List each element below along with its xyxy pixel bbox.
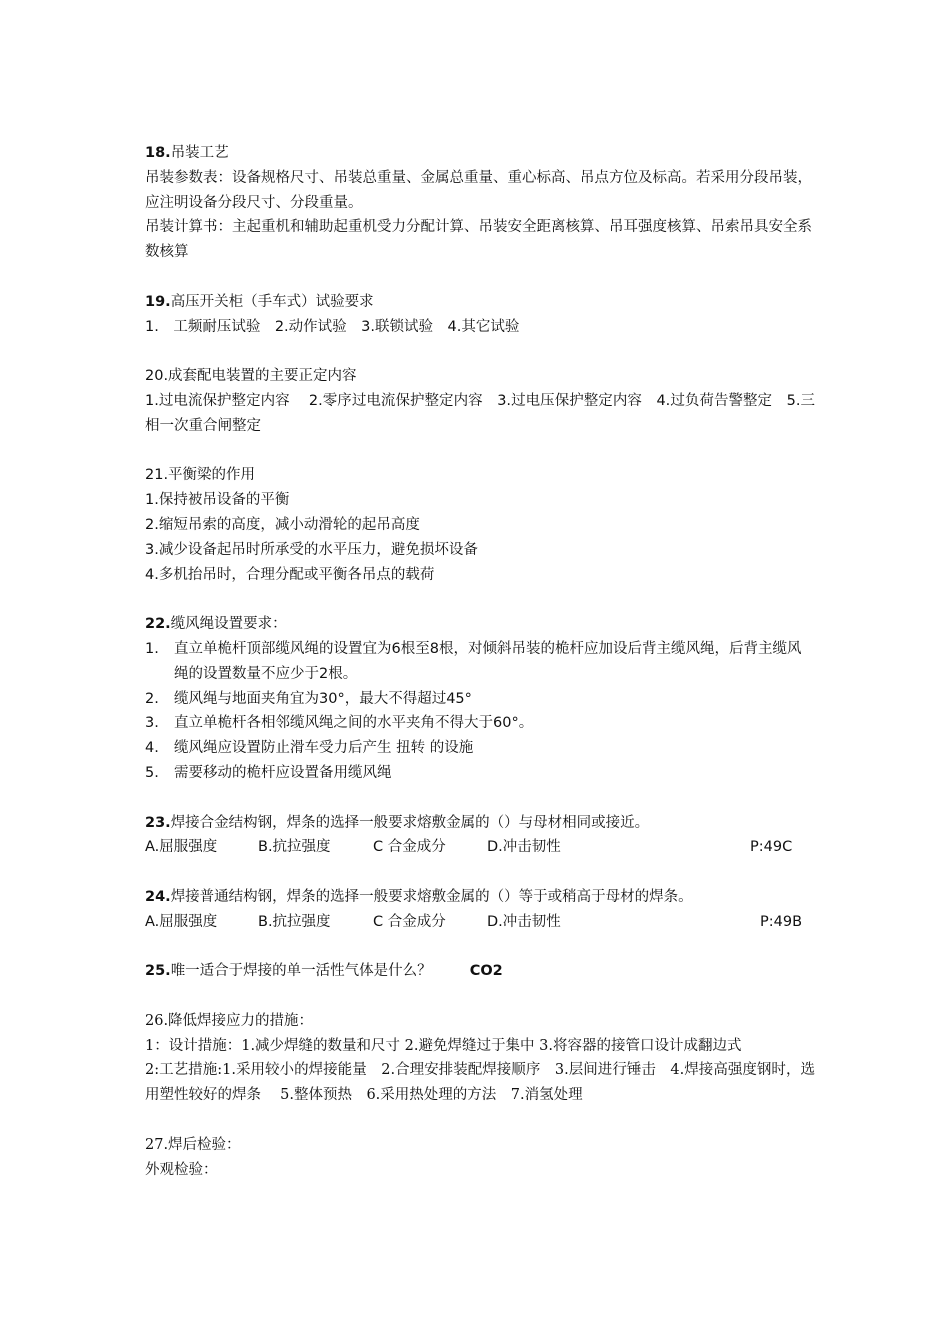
q24-options	[145, 910, 815, 935]
q26-heading: 26.降低焊接应力的措施：	[145, 1012, 314, 1029]
spacer	[145, 265, 815, 290]
q25-answer: CO2	[469, 963, 503, 980]
q19-number: 19.	[145, 293, 171, 310]
q22-item-text: 缆风绳与地面夹角宜为30°，最大不得超过45°	[174, 690, 472, 707]
q22-list-item	[145, 637, 815, 687]
q23-options	[145, 835, 815, 860]
document-content	[145, 141, 815, 1182]
q21-item: 3.减少设备起吊时所承受的水平压力，避免损坏设备	[145, 541, 478, 558]
q24-option-a: A.屈服强度	[145, 913, 218, 930]
q21-item: 4.多机抬吊时，合理分配或平衡各吊点的载荷	[145, 566, 435, 583]
q23-question-line	[145, 811, 815, 836]
q23-question: 焊接合金结构钢，焊条的选择一般要求熔敷金属的（）与母材相同或接近。	[170, 814, 650, 831]
q22-list-item	[145, 761, 815, 786]
q22-item-number: 1.	[145, 640, 159, 657]
q25-line	[145, 959, 815, 984]
q21-item: 2.缩短吊索的高度，减小动滑轮的起吊高度	[145, 516, 420, 533]
q22-item-text: 直立单桅杆顶部缆风绳的设置宜为6根至8根，对倾斜吊装的桅杆应加设后背主缆风绳，后背主缆风绳的设置数量不应少于2根。	[174, 640, 802, 682]
spacer	[145, 935, 815, 960]
q20-heading: 20.成套配电装置的主要正定内容	[145, 368, 357, 385]
q25-number: 25.	[145, 963, 171, 980]
q22-item-number: 4.	[145, 740, 159, 757]
q24-option-c: C 合金成分	[373, 913, 446, 930]
q21-item: 1.保持被吊设备的平衡	[145, 492, 290, 509]
q23-option-d: D.冲击韧性	[487, 839, 561, 856]
spacer	[145, 984, 815, 1009]
q19-heading	[145, 290, 815, 315]
q23-option-a: A.屈服强度	[145, 839, 218, 856]
q22-item-text: 缆风绳应设置防止滑车受力后产生 扭转 的设施	[174, 740, 474, 757]
q18-paragraph-2: 吊装计算书：主起重机和辅助起重机受力分配计算、吊装安全距离核算、吊耳强度核算、吊索吊具安全系数核算	[145, 219, 812, 261]
spacer	[145, 860, 815, 885]
q26-section	[145, 1009, 815, 1183]
q22-list-item	[145, 736, 815, 761]
q19-line: 1. 工频耐压试验 2.动作试验 3.联锁试验 4.其它试验	[145, 318, 520, 335]
spacer	[145, 439, 815, 464]
q24-question-line	[145, 885, 815, 910]
q27-subheading: 外观检验：	[145, 1161, 218, 1178]
q21-heading: 21.平衡梁的作用	[145, 467, 256, 484]
q22-item-number: 3.	[145, 715, 159, 732]
q24-number: 24.	[145, 888, 171, 905]
q18-paragraph-1: 吊装参数表：设备规格尺寸、吊装总重量、金属总重量、重心标高、吊点方位及标高。若采用分段吊装，应注明设备分段尺寸、分段重量。	[145, 169, 812, 211]
spacer	[145, 587, 815, 612]
q22-item-text: 需要移动的桅杆应设置备用缆风绳	[174, 764, 392, 781]
q23-number: 23.	[145, 814, 171, 831]
q22-item-number: 5.	[145, 764, 159, 781]
q25-question: 唯一适合于焊接的单一活性气体是什么？	[170, 963, 432, 980]
q19-title: 高压开关柜（手车式）试验要求	[170, 293, 374, 310]
q22-title: 缆风绳设置要求：	[170, 616, 287, 633]
q18-heading	[145, 141, 815, 166]
q22-item-text: 直立单桅杆各相邻缆风绳之间的水平夹角不得大于60°。	[174, 715, 534, 732]
q23-reference: P:49C	[750, 839, 793, 856]
q22-list-item	[145, 711, 815, 736]
q26-design-measures: 1：设计措施：1.减少焊缝的数量和尺寸 2.避免焊缝过于集中 3.将容器的接管口设计成翻边式	[145, 1037, 742, 1054]
spacer	[145, 1108, 815, 1133]
q24-option-b: B.抗拉强度	[258, 913, 331, 930]
q22-item-number: 2.	[145, 690, 159, 707]
q18-number: 18.	[145, 145, 171, 161]
q22-heading	[145, 612, 815, 637]
q23-option-c: C 合金成分	[373, 839, 446, 856]
q24-question: 焊接普通结构钢，焊条的选择一般要求熔敷金属的（）等于或稍高于母材的焊条。	[170, 888, 693, 905]
q22-list-item	[145, 687, 815, 712]
q24-option-d: D.冲击韧性	[487, 913, 561, 930]
q20-body: 1.过电流保护整定内容 2.零序过电流保护整定内容 3.过电压保护整定内容 4.过负荷告警整定 5.三相一次重合闸整定	[145, 392, 815, 434]
q23-option-b: B.抗拉强度	[258, 839, 331, 856]
q27-heading: 27.焊后检验：	[145, 1136, 241, 1153]
q22-number: 22.	[145, 616, 171, 633]
q26-process-measures: 2:工艺措施:1.采用较小的焊接能量 2.合理安排装配焊接顺序 3.层间进行锤击 4.焊接高强度钢时，选用塑性较好的焊条 5.整体预热 6.采用热处理的方法 7.消氢处理	[145, 1062, 815, 1104]
q18-title: 吊装工艺	[170, 145, 229, 161]
spacer	[145, 339, 815, 364]
q24-reference: P:49B	[760, 913, 803, 930]
spacer	[145, 786, 815, 811]
